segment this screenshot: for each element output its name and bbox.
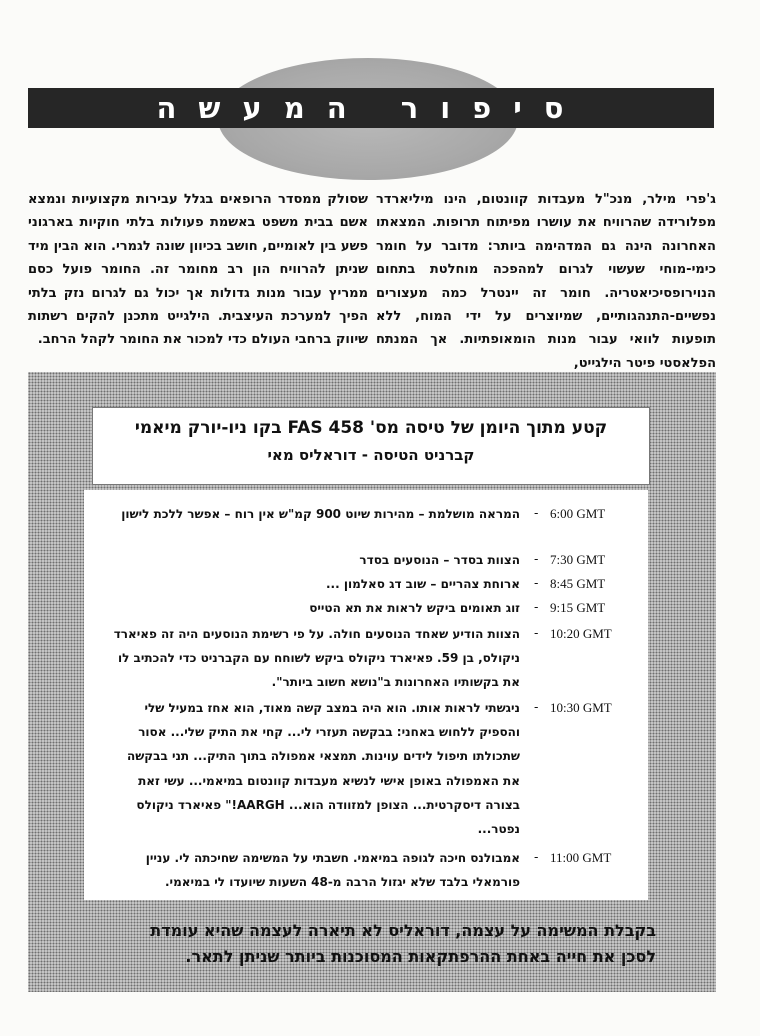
log-subheading: קברניט הטיסה - דוראליס מאי xyxy=(267,446,475,464)
log-text: זוג תאומים ביקש לראות את תא הטייס xyxy=(309,601,520,615)
intro-column-right: ג'פרי מילר, מנכ"ל מעבדות קוונטום, הינו מיליארדר מפלורידה שהרוויח את עושרו מפיתוח תרופות. המצאתו האחרונה הינה גם המדהימה ביותר: מדובר על חומר כימי-מוחי שעשוי לגרום למהפכה מוחלטת בתחום הנוירופסיכיאטריה. חומר זה יינטרל כמה מעצורים נפשיים-התנהגותיים, שמיוצרים על ידי המוח, ללא תופעות לוואי עבור מנות הומאופתיות. אך המנתח הפלאסטי פיטר הילגייט, xyxy=(376,192,716,371)
log-dash: - xyxy=(534,576,539,591)
log-text: ניגשתי לראות אותו. הוא היה במצב קשה מאוד, הוא אחז במעיל שלי והספיק ללחוש באחני: בבקשה תעזרי לי... קחי את התיק שלי... אסור שתכולתו תיפול לידים עוינות. תמצאי אמפולה בתוך התיק... תני בבקשה את האמפולה באופן אישי לנשיא מעבדות קוונטום במיאמי... עשי זאת בצורה דיסקרטית... הצופן למזוודה הוא... AARGH!" פאיארד ניקולס נפטר... xyxy=(126,701,520,837)
log-text: אמבולנס חיכה לגופה במיאמי. חשבתי על המשימה שחיכתה לי. עניין פורמאלי בלבד שלא יגזול הרבה מ-48 השעות שיועדו לי במיאמי. xyxy=(145,851,520,890)
log-dash: - xyxy=(534,700,539,715)
log-text: הצוות בסדר – הנוסעים בסדר xyxy=(359,553,520,567)
log-dash: - xyxy=(534,552,539,567)
title-banner xyxy=(28,88,714,128)
log-text: הצוות הודיע שאחד הנוסעים חולה. על פי רשימת הנוסעים היה זה פאיארד ניקולס, בן 59. פאיארד ניקולס ביקש לשוחח עם הקברניט כדי להכתיב לו את בקשותיו האחרונות ב"נושא חשוב ביותר". xyxy=(113,627,520,690)
log-dash: - xyxy=(534,600,539,615)
log-heading: קטע מתוך היומן של טיסה מס' FAS 458 בקו ניו-יורק מיאמי xyxy=(134,418,608,438)
log-text: ארוחת צהריים – שוב דג סאלמון ... xyxy=(325,577,520,591)
log-text: המראה מושלמת – מהירות שיוט 900 קמ"ש אין רוח – אפשר ללכת לישון xyxy=(121,507,520,521)
flight-log xyxy=(84,490,648,900)
log-time: 6:00 GMT xyxy=(550,506,606,521)
log-time: 8:45 GMT xyxy=(550,576,606,591)
log-time: 7:30 GMT xyxy=(550,552,606,567)
log-dash: - xyxy=(534,626,539,641)
log-time: 10:20 GMT xyxy=(550,626,612,641)
footer-text: בקבלת המשימה על עצמה, דוראליס לא תיארה לעצמה שהיא עומדת לסכן את חייה באחת ההרפתקאות המסוכנות ביותר שניתן לתאר. xyxy=(150,921,656,966)
intro-column-left: שסולק ממסדר הרופאים בגלל עבירות מקצועיות ונמצא אשם בבית משפט באשמת פעולות בלתי חוקיות בארגוני פשע בין לאומיים, חושב בכיוון שונה לגמרי. הוא הבין מיד שניתן להרוויח הון רב מחומר זה. החומר פועל כסם ממריץ עבור מנות גדולות אך יכול גם לגרום נזק בלתי הפיך למערכת העיצבית. הילגייט מתכנן להקים רשתות שיווק ברחבי העולם כדי למכור את החומר לקהל הרחב. xyxy=(28,192,368,348)
log-dash: - xyxy=(534,506,539,521)
page-title: סיפור המעשה xyxy=(156,91,586,125)
log-time: 10:30 GMT xyxy=(550,700,612,715)
log-dash: - xyxy=(534,850,539,865)
log-time: 11:00 GMT xyxy=(550,850,612,865)
log-heading-box xyxy=(92,407,650,485)
log-time: 9:15 GMT xyxy=(550,600,606,615)
